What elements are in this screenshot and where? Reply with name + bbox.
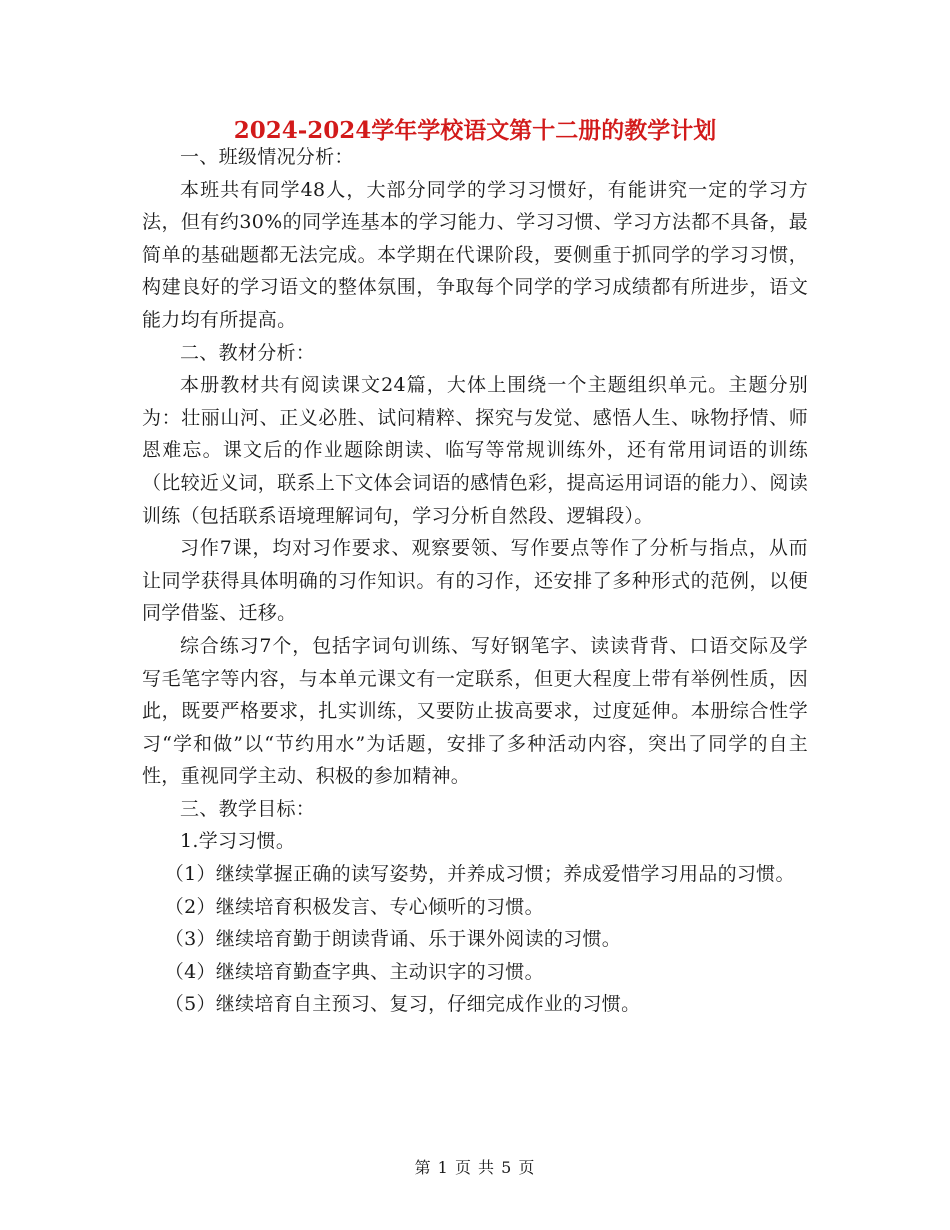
section-heading-class-analysis: 一、班级情况分析： — [180, 146, 354, 168]
list-item: （5）继续培育自主预习、复习，仔细完成作业的习惯。 — [164, 993, 641, 1016]
paragraph-comprehensive-practice: 综合练习7个，包括字词句训练、写好钢笔字、读读背背、口语交际及学写毛笔字等内容，与本单元课文有一定联系，但更大程度上带有举例性质，因此，既要严格要求，扎实训练，又要防止拔高要求，过度延伸。本册综合性学习“学和做”以“节约用水”为话题，安排了多种活动内容，突出了同学的自主性，重视同学主动、积极的参加精神。 — [142, 634, 808, 788]
list-item: （4）继续培育勤查字典、主动识字的习惯。 — [164, 960, 544, 983]
list-item: （1）继续掌握正确的读写姿势，并养成习惯；养成爱惜学习用品的习惯。 — [164, 863, 795, 886]
document-title: 2024-2024学年学校语文第十二册的教学计划 — [233, 117, 717, 144]
paragraph-textbook-analysis: 本册教材共有阅读课文24篇，大体上围绕一个主题组织单元。主题分别为：壮丽山河、正义必胜、试问精粹、探究与发觉、感悟人生、咏物抒情、师恩难忘。课文后的作业题除朗读、临写等常规训练外，还有常用词语的训练（比较近义词，联系上下文体会词语的感情色彩，提高运用词语的能力）、阅读训练（包括联系语境理解词句，学习分析自然段、逻辑段）。 — [142, 374, 809, 527]
paragraph-class-analysis: 本班共有同学48人，大部分同学的学习习惯好，有能讲究一定的学习方法，但有约30%的同学连基本的学习能力、学习习惯、学习方法都不具备，最简单的基础题都无法完成。本学期在代课阶段，要侧重于抓同学的学习习惯，构建良好的学习语文的整体氛围，争取每个同学的学习成绩都有所进步，语文能力均有所提高。 — [142, 178, 808, 331]
section-heading-textbook-analysis: 二、教材分析： — [180, 341, 316, 364]
section-heading-teaching-goals: 三、教学目标： — [180, 797, 316, 820]
list-item: （2）继续培育积极发言、专心倾听的习惯。 — [164, 895, 544, 918]
document-body — [142, 141, 808, 1021]
paragraph-writing-lessons: 习作7课，均对习作要求、观察要领、写作要点等作了分析与指点，从而让同学获得具体明确的习作知识。有的习作，还安排了多种形式的范例，以便同学借鉴、迁移。 — [142, 537, 808, 625]
list-item: （3）继续培育勤于朗读背诵、乐于课外阅读的习惯。 — [164, 928, 622, 951]
subheading-study-habits: 1.学习习惯。 — [180, 830, 296, 853]
page-footer: 第 1 页 共 5 页 — [414, 1158, 536, 1177]
